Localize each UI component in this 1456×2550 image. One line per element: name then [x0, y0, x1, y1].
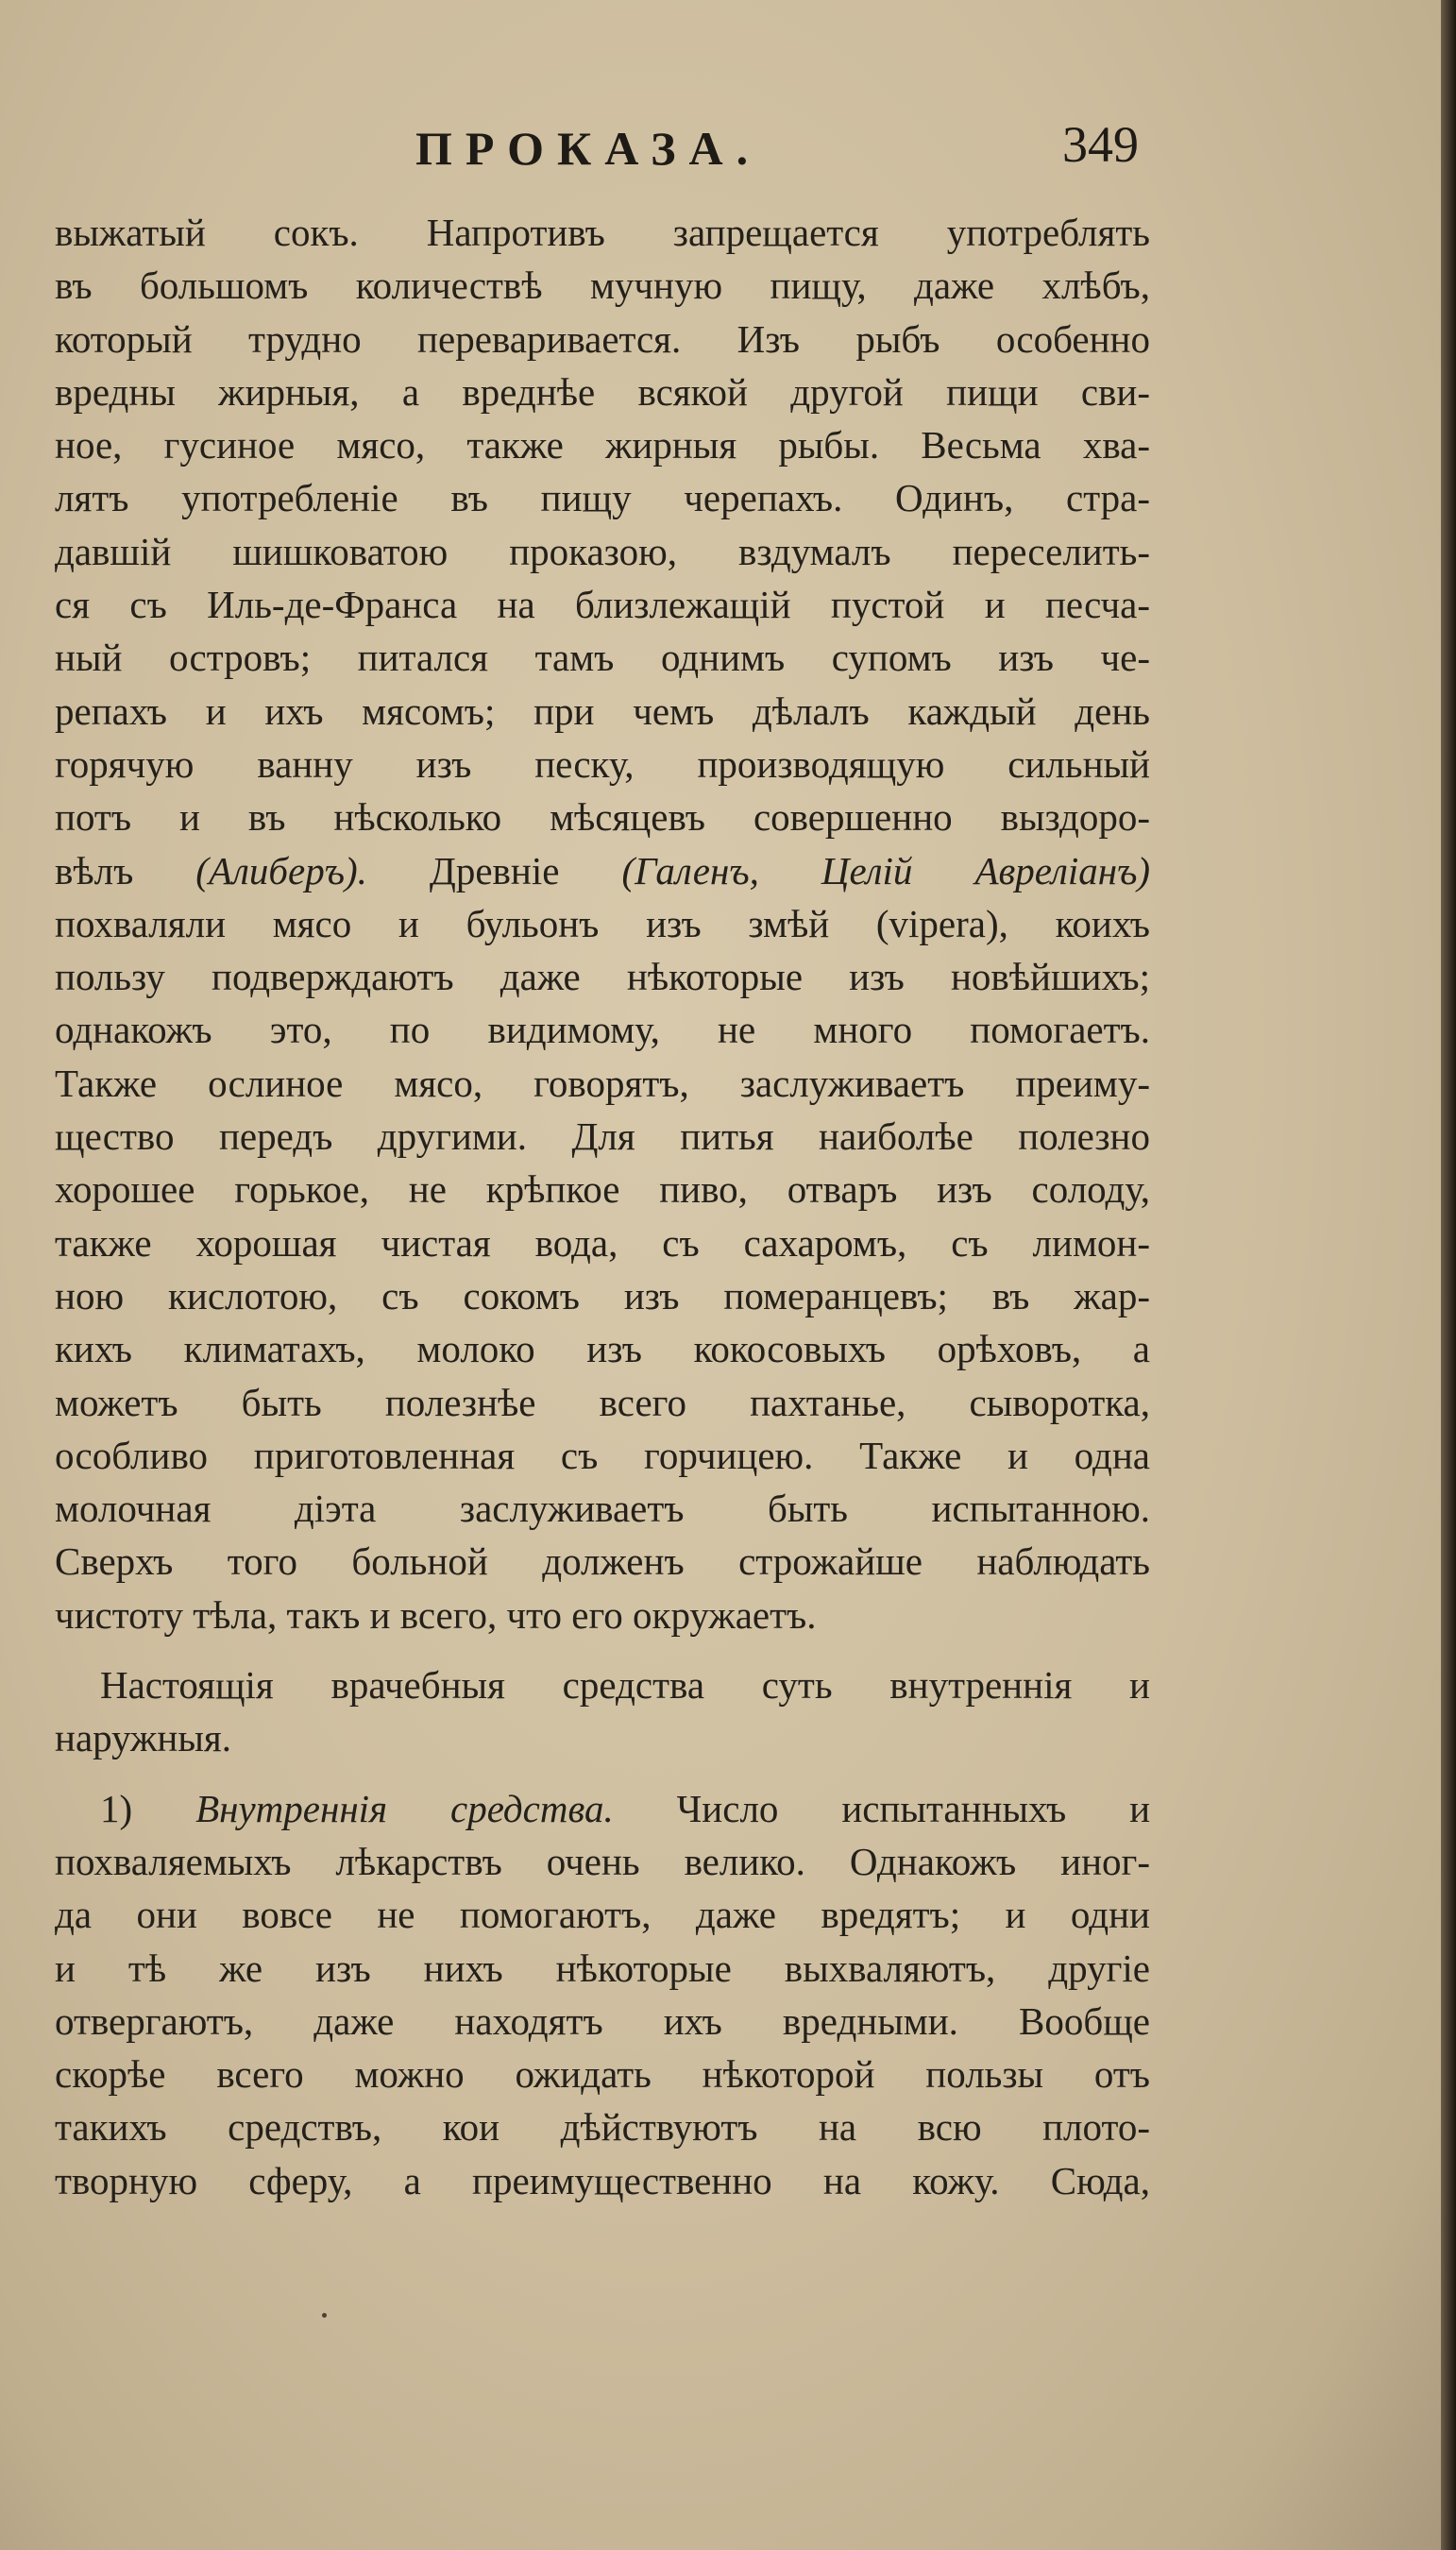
text-line: ное, гусиное мясо, также жирныя рыбы. Весьма хва-	[55, 423, 1150, 468]
text-line: наружныя.	[55, 1716, 231, 1760]
text-line: репахъ и ихъ мясомъ; при чемъ дѣлалъ каждый день	[55, 688, 1150, 733]
page-number: 349	[1062, 116, 1139, 173]
text-line: особливо приготовленная съ горчицею. Также и одна	[55, 1433, 1150, 1477]
paragraph-gap	[55, 1765, 1150, 1782]
citation-galen-caelius: (Галенъ, Целій Авреліанъ)	[621, 848, 1151, 892]
text-line: однакожъ это, по видимому, не много помогаетъ.	[55, 1008, 1150, 1052]
text-line: въ большомъ количествѣ мучную пищу, даже хлѣбъ,	[55, 264, 1150, 308]
text-line: скорѣе всего можно ожидать нѣкоторой пользы отъ	[55, 2052, 1150, 2097]
text-line: отвергаютъ, даже находятъ ихъ вредными. Вообще	[55, 1998, 1150, 2043]
text-line-with-citations	[55, 844, 1150, 897]
text-line: щество передъ другими. Для питья наиболѣе полезно	[55, 1114, 1150, 1159]
text-line: лятъ употребленіе въ пищу черепахъ. Одинъ, стра-	[55, 476, 1150, 520]
text-line: и тѣ же изъ нихъ нѣкоторые выхваляютъ, другіе	[55, 1946, 1150, 1990]
text-line: ный островъ; питался тамъ однимъ супомъ изъ че-	[55, 636, 1150, 680]
text-line-with-heading	[55, 1782, 1150, 1835]
text-line: который трудно переваривается. Изъ рыбъ особенно	[55, 316, 1150, 361]
text-line: пользу подверждаютъ даже нѣкоторые изъ новѣйшихъ;	[55, 955, 1150, 999]
section-heading-internal-remedies: Внутреннія средства.	[195, 1786, 614, 1830]
paragraph-gap	[55, 1641, 1150, 1658]
text-segment: Число испытанныхъ и	[613, 1786, 1151, 1830]
text-line: чистоту тѣла, такъ и всего, что его окружаетъ.	[55, 1592, 817, 1637]
text-line: вредны жирныя, а вреднѣе всякой другой пищи сви-	[55, 369, 1150, 414]
text-line: ною кислотою, съ сокомъ изъ померанцевъ; въ жар-	[55, 1273, 1150, 1318]
text-line: также хорошая чистая вода, съ сахаромъ, съ лимон-	[55, 1220, 1150, 1265]
text-line: похваляемыхъ лѣкарствъ очень велико. Однакожъ иног-	[55, 1839, 1150, 1883]
text-line: да они вовсе не помогаютъ, даже вредятъ; и одни	[55, 1893, 1150, 1937]
ink-speck	[322, 2313, 327, 2318]
citation-aliber: (Алиберъ).	[195, 848, 367, 892]
text-line: горячую ванну изъ песку, производящую сильный	[55, 741, 1150, 786]
text-line: творную сферу, а преимущественно на кожу. Сюда,	[55, 2158, 1150, 2202]
page-edge-shadow	[1441, 0, 1456, 2550]
text-line: кихъ климатахъ, молоко изъ кокосовыхъ орѣховъ, а	[55, 1327, 1150, 1371]
text-line: давшій шишковатою проказою, вздумалъ переселить-	[55, 529, 1150, 573]
page-header	[0, 116, 1456, 187]
text-line: потъ и въ нѣсколько мѣсяцевъ совершенно выздоро-	[55, 795, 1150, 840]
text-line: похваляли мясо и бульонъ изъ змѣй (vipera), коихъ	[55, 901, 1150, 945]
list-number: 1)	[100, 1786, 196, 1830]
text-line: Сверхъ того больной долженъ строжайше наблюдать	[55, 1539, 1150, 1584]
running-head: ПРОКАЗА.	[415, 122, 762, 175]
text-segment: Древніе	[366, 848, 622, 892]
text-line: такихъ средствъ, кои дѣйствуютъ на всю плото-	[55, 2105, 1150, 2150]
text-line: хорошее горькое, не крѣпкое пиво, отваръ изъ солоду,	[55, 1167, 1150, 1212]
text-line: Настоящія врачебныя средства суть внутреннія и	[100, 1663, 1150, 1708]
text-line: Также ослиное мясо, говорятъ, заслуживаетъ преиму-	[55, 1061, 1150, 1105]
text-line: ся съ Иль-де-Франса на близлежащій пустой и песча-	[55, 583, 1150, 627]
text-line: выжатый сокъ. Напротивъ запрещается употреблять	[55, 211, 1150, 254]
body-text	[55, 206, 1150, 2207]
text-line: молочная діэта заслуживаетъ быть испытанною.	[55, 1487, 1150, 1531]
text-segment: вѣлъ	[55, 848, 196, 892]
text-line: можетъ быть полезнѣе всего пахтанье, сыворотка,	[55, 1380, 1150, 1424]
